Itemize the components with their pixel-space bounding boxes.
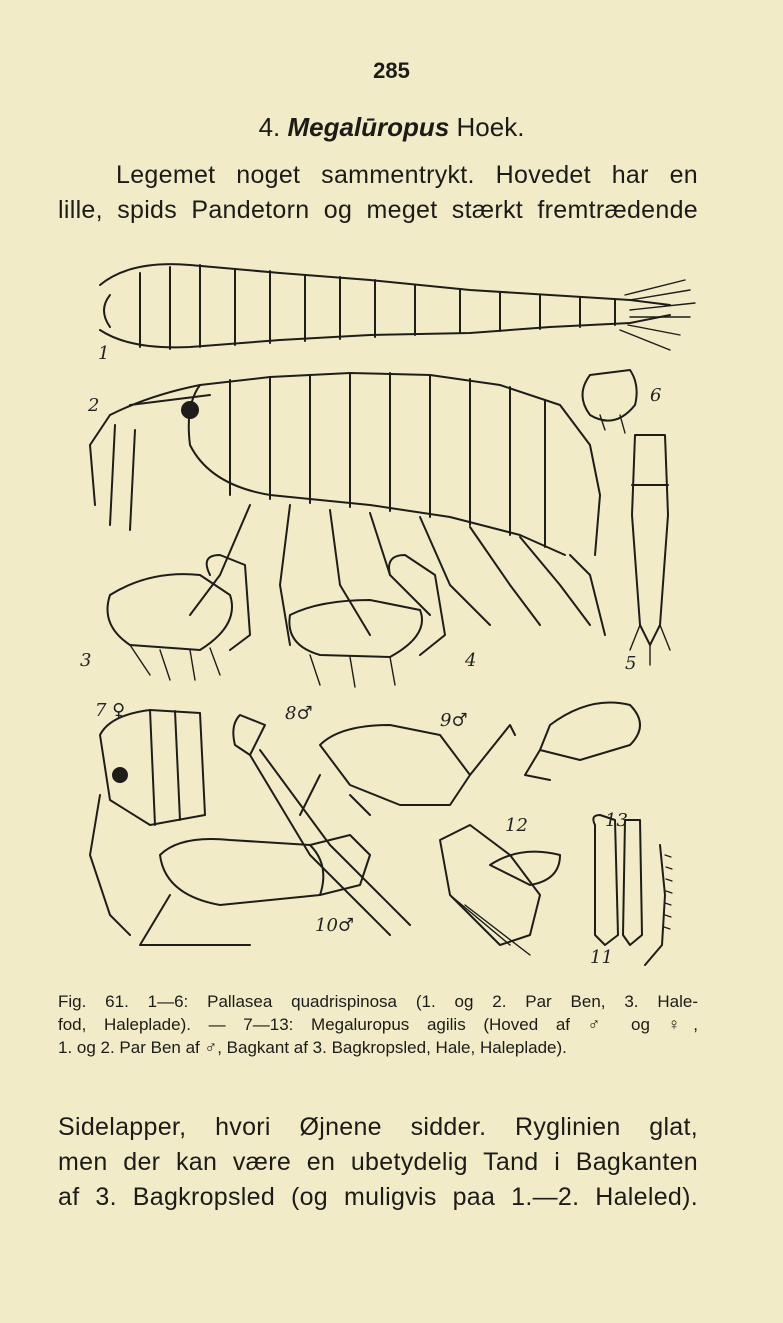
- fig-1-antenna-segments: [100, 264, 695, 350]
- figure-caption: [58, 990, 698, 1059]
- fig-3-tailfan: [108, 555, 251, 680]
- fig-7-head: [90, 710, 205, 935]
- figure-label-9: 9♂: [440, 710, 468, 731]
- amphipod-engraving: [70, 255, 710, 980]
- genus-author: Hoek.: [456, 112, 525, 142]
- fig-12-tail: [440, 825, 560, 955]
- figure-label-7: 7 ♀: [95, 700, 126, 721]
- fig-5-uropod: [630, 435, 670, 665]
- fig-6-telson: [583, 370, 637, 433]
- figure-label-4: 4: [465, 650, 477, 671]
- section-number: 4.: [258, 112, 281, 142]
- figure-label-5: 5: [625, 653, 637, 674]
- paragraph-line: lille, spids Pandetorn og meget stærkt fremtrædende: [58, 196, 698, 224]
- paragraph-top: [58, 158, 698, 228]
- fig-9-gnathopod: [300, 725, 515, 815]
- fig-13-telson-plate: [593, 815, 642, 945]
- paragraph-line: men der kan være en ubetydelig Tand i Bagkanten: [58, 1148, 698, 1176]
- paragraph-bottom: [58, 1110, 698, 1215]
- figure-label-2: 2: [88, 395, 100, 416]
- fig-4-leg: [289, 555, 445, 687]
- fig-9-spines: [525, 703, 640, 781]
- caption-line: 1. og 2. Par Ben af ♂, Bagkant af 3. Bagkropsled, Hale, Haleplade).: [58, 1038, 567, 1057]
- page-number: 285: [373, 58, 410, 83]
- paragraph-line: Legemet noget sammentrykt. Hovedet har en: [116, 161, 698, 189]
- caption-line: fod, Haleplade). — 7—13: Megaluropus agilis (Hoved af ♂ og ♀,: [58, 1015, 698, 1034]
- figure-label-6: 6: [650, 385, 662, 406]
- figure-label-8: 8♂: [285, 703, 313, 724]
- caption-line: Fig. 61. 1—6: Pallasea quadrispinosa (1. og 2. Par Ben, 3. Hale-: [58, 992, 698, 1011]
- section-heading: [0, 112, 783, 143]
- figure-label-13: 13: [605, 810, 628, 831]
- fig-2-lateral-body: [90, 373, 605, 645]
- figure-label-1: 1: [98, 343, 110, 364]
- figure-label-3: 3: [80, 650, 92, 671]
- paragraph-line: af 3. Bagkropsled (og muligvis paa 1.—2. Haleled).: [58, 1183, 698, 1211]
- figure-label-10: 10♂: [315, 915, 355, 936]
- fig-11-margin: [645, 845, 672, 965]
- figure-label-12: 12: [505, 815, 528, 836]
- genus-name: Megalūropus: [287, 112, 450, 142]
- paragraph-line: Sidelapper, hvori Øjnene sidder. Ryglinien glat,: [58, 1113, 698, 1141]
- figure-label-11: 11: [590, 947, 613, 968]
- figure-61-illustration: [70, 255, 710, 980]
